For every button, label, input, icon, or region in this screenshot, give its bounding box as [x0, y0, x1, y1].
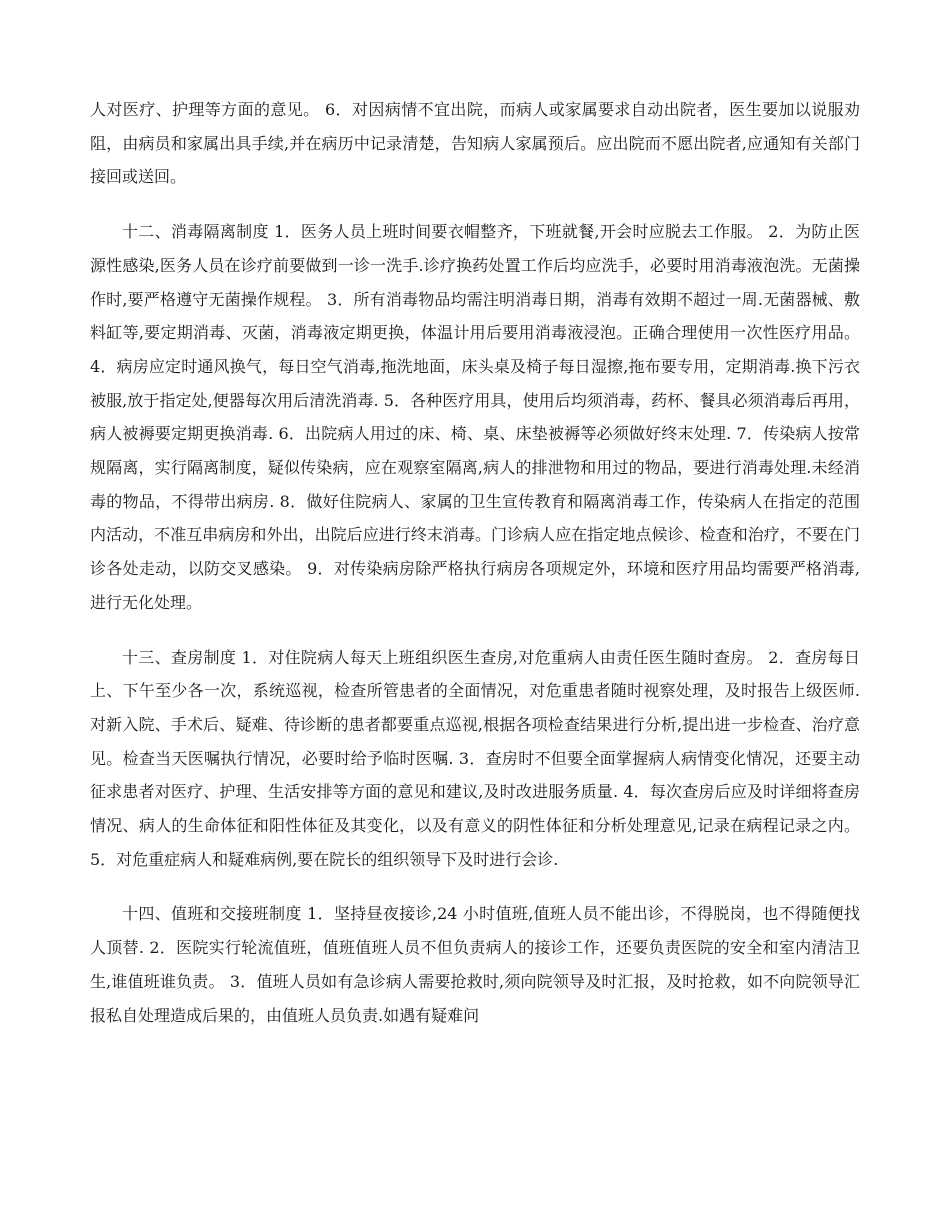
paragraph-disinfection-isolation: 十二、消毒隔离制度 1．医务人员上班时间要衣帽整齐，下班就餐,开会时应脱去工作服。 2．为防止医源性感染,医务人员在诊疗前要做到一诊一洗手.诊疗换药处置工作后均应洗手，必要时用消毒液泡洗。无菌操作时,要严格遵守无菌操作规程。 3．所有消毒物品均需注明消毒日期，消毒有效期不超过一周.无菌器械、敷料缸等,要定期消毒、灭菌，消毒液定期更换，体温计用后要用消毒液浸泡。正确合理使用一次性医疗用品。 4．病房应定时通风换气，每日空气消毒,拖洗地面，床头桌及椅子每日湿擦,拖布要专用，定期消毒.换下污衣被服,放于指定处,便器每次用后清洗消毒. 5．各种医疗用具，使用后均须消毒，药杯、餐具必须消毒后再用，病人被褥要定期更换消毒. 6．出院病人用过的床、椅、桌、床垫被褥等必须做好终末处理. 7．传染病人按常规隔离，实行隔离制度，疑似传染病，应在观察室隔离,病人的排泄物和用过的物品，要进行消毒处理.未经消毒的物品，不得带出病房. 8．做好住院病人、家属的卫生宣传教育和隔离消毒工作，传染病人在指定的范围内活动，不准互串病房和外出，出院后应进行终末消毒。门诊病人应在指定地点候诊、检查和治疗，不要在门诊各处走动，以防交叉感染。 9．对传染病房除严格执行病房各项规定外，环境和医疗用品均需要严格消毒,进行无化处理。	[90, 222, 860, 612]
document-page	[90, 93, 860, 1053]
paragraph-duty-handover: 十四、值班和交接班制度 1．坚持昼夜接诊,24 小时值班,值班人员不能出诊，不得脱岗，也不得随便找人顶替. 2．医院实行轮流值班，值班值班人员不但负责病人的接诊工作，还要负责医院的安全和室内清洁卫生,谁值班谁负责。 3．值班人员如有急诊病人需要抢救时,须向院领导及时汇报，及时抢救，如不向院领导汇报私自处理造成后果的，由值班人员负责.如遇有疑难问	[90, 904, 860, 1025]
paragraph-ward-rounds: 十三、查房制度 1．对住院病人每天上班组织医生查房,对危重病人由责任医生随时查房。 2．查房每日上、下午至少各一次，系统巡视，检查所管患者的全面情况，对危重患者随时视察处理，及时报告上级医师.对新入院、手术后、疑难、待诊断的患者都要重点巡视,根据各项检查结果进行分析,提出进一步检查、治疗意见。检查当天医嘱执行情况，必要时给予临时医嘱. 3．查房时不但要全面掌握病人病情变化情况，还要主动征求患者对医疗、护理、生活安排等方面的意见和建议,及时改进服务质量. 4．每次查房后应及时详细将查房情况、病人的生命体征和阳性体征及其变化，以及有意义的阴性体征和分析处理意见,记录在病程记录之内。 5．对危重症病人和疑难病例,要在院长的组织领导下及时进行会诊.	[90, 647, 860, 869]
paragraph-discharge-continued: 人对医疗、护理等方面的意见。 6．对因病情不宜出院，而病人或家属要求自动出院者，医生要加以说服劝阻，由病员和家属出具手续,并在病历中记录清楚，告知病人家属预后。应出院而不愿出院者,应通知有关部门接回或送回。	[90, 100, 860, 187]
